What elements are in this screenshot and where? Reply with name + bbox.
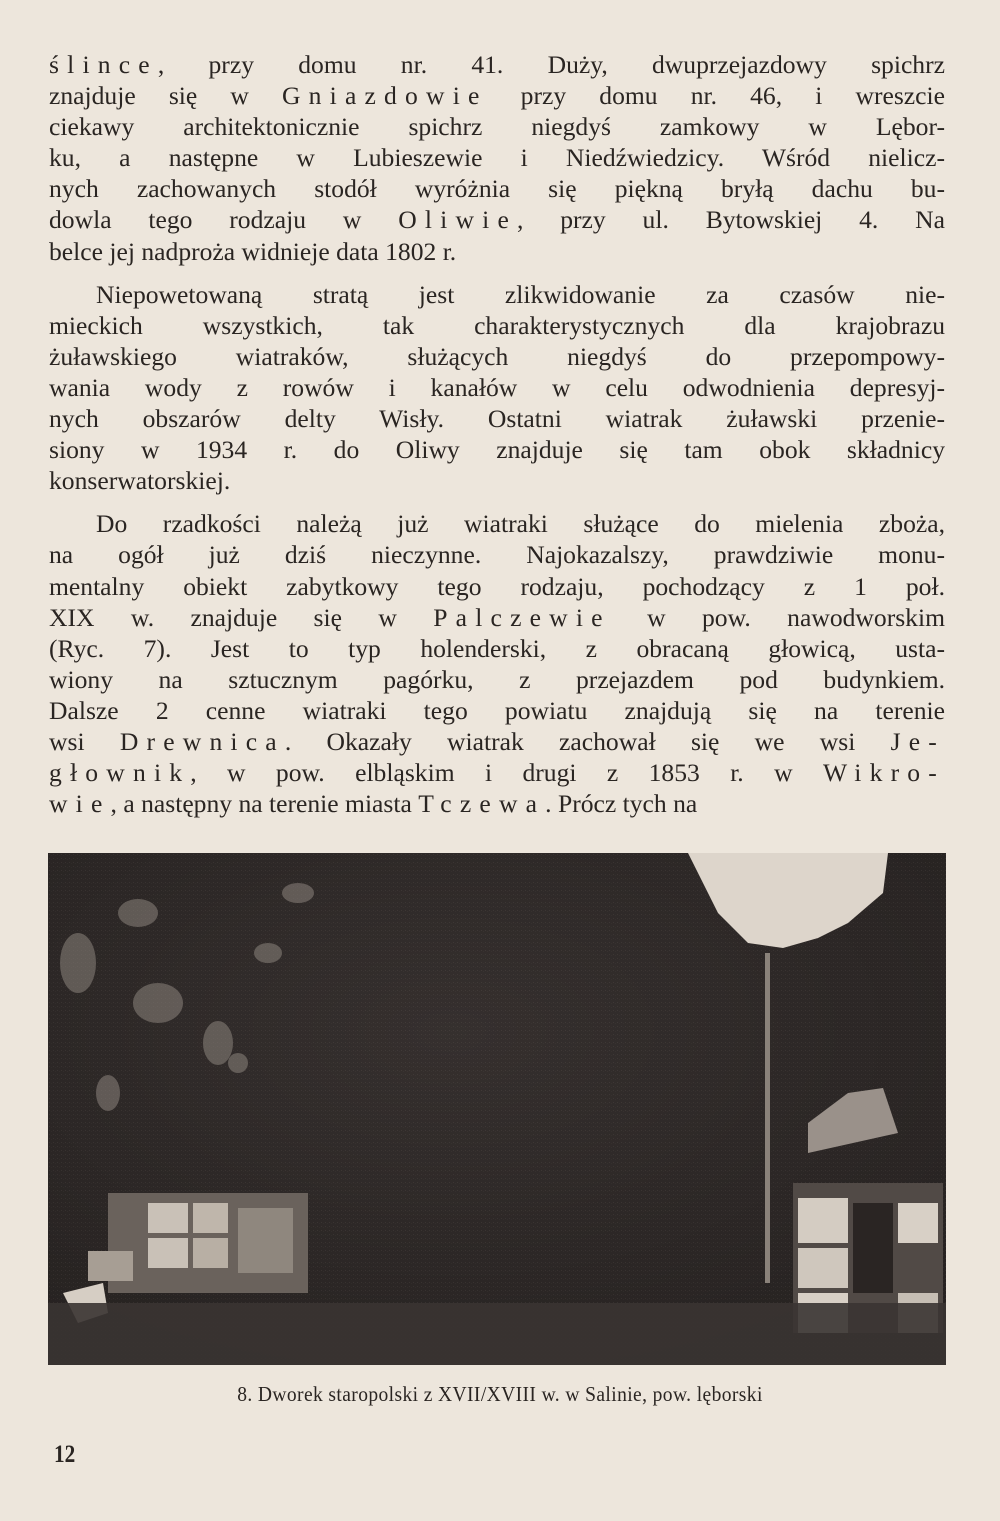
figure-photo-manor-house [48, 853, 946, 1365]
text-line [49, 173, 945, 204]
text-run: Dalsze 2 cenne wiatraki tego powiatu znajdują się na terenie [49, 695, 945, 725]
text-run: znajduje się w [49, 81, 282, 111]
text-line [49, 664, 945, 695]
spaced-place-name: Wikro- [822, 758, 945, 788]
page-number: 12 [54, 1441, 76, 1468]
text-line [49, 142, 945, 173]
text-run: mieckich wszystkich, tak charakterystycznych dla krajobrazu [49, 310, 945, 340]
text-line [49, 602, 945, 633]
text-run: , a następny na terenie miasta [110, 789, 419, 819]
text-run: , przy ul. Bytowskiej 4. Na [517, 205, 945, 235]
photo-illustration [48, 853, 946, 1365]
text-line [49, 49, 945, 80]
spaced-place-name: wie [49, 789, 111, 819]
text-line [49, 465, 945, 496]
text-line [49, 204, 945, 235]
body-text [49, 49, 945, 819]
text-run: . Prócz tych na [545, 789, 698, 819]
text-run: na ogół już dziś nieczynne. Najokazalszy, prawdziwie monu- [49, 540, 945, 570]
paragraph [49, 49, 945, 267]
text-line [49, 757, 945, 788]
paragraph-gap [49, 267, 945, 279]
spaced-place-name: głownik [49, 758, 191, 788]
text-run: konserwatorskiej. [49, 466, 231, 496]
text-run: ku, a następne w Lubieszewie i Niedźwiedzicy. Wśród nielicz- [49, 143, 945, 173]
spaced-place-name: Oliwie [398, 205, 517, 235]
text-line [49, 279, 945, 310]
text-run: żuławskiego wiatraków, służących niegdyś do przepompowy- [49, 341, 945, 371]
paragraph [49, 508, 945, 819]
text-line [49, 80, 945, 111]
text-line [49, 571, 945, 602]
text-run: Do rzadkości należą już wiatraki służące do mielenia zboża, [96, 509, 945, 539]
text-line [49, 508, 945, 539]
text-line [49, 111, 945, 142]
text-run: (Ryc. 7). Jest to typ holenderski, z obracaną głowicą, usta- [49, 633, 945, 663]
paragraph [49, 279, 945, 497]
text-line [49, 236, 945, 267]
text-line [49, 403, 945, 434]
text-run: dowla tego rodzaju w [49, 205, 399, 235]
spaced-place-name: ślince [49, 50, 158, 79]
text-run: wania wody z rowów i kanałów w celu odwodnienia depresyj- [49, 372, 945, 402]
text-run: . Okazały wiatrak zachował się we wsi [284, 726, 891, 756]
text-line [49, 695, 945, 726]
spaced-place-name: Palczewie [433, 602, 611, 632]
text-run: wsi [49, 726, 120, 756]
spaced-place-name: Je- [890, 726, 946, 756]
text-line [49, 434, 945, 465]
text-run: ciekawy architektonicznie spichrz niegdyś zamkowy w Lębor- [49, 112, 945, 142]
text-run: w pow. nawodworskim [610, 602, 945, 632]
text-run: nych zachowanych stodół wyróżnia się piękną bryłą dachu bu- [49, 174, 945, 204]
text-run: , w pow. elbląskim i drugi z 1853 r. w [190, 758, 823, 788]
spaced-place-name: Gniazdowie [281, 81, 488, 111]
text-line [49, 372, 945, 403]
text-run: nych obszarów delty Wisły. Ostatni wiatrak żuławski przenie- [49, 404, 945, 434]
text-run: wiony na sztucznym pagórku, z przejazdem pod budynkiem. [49, 664, 945, 694]
spaced-place-name: Tczewa [418, 789, 546, 819]
text-run: siony w 1934 r. do Oliwy znajduje się tam obok składnicy [49, 435, 945, 465]
lawn [48, 1303, 946, 1365]
text-run: , przy domu nr. 41. Duży, dwuprzejazdowy spichrz [157, 50, 945, 79]
figure-caption: 8. Dworek staropolski z XVII/XVIII w. w Salinie, pow. lęborski [237, 1382, 763, 1406]
pole [765, 953, 770, 1283]
text-run: XIX w. znajduje się w [49, 602, 434, 632]
text-line [49, 341, 945, 372]
text-run: belce jej nadproża widnieje data 1802 r. [49, 236, 457, 266]
text-run: przy domu nr. 46, i wreszcie [487, 81, 945, 111]
text-line [49, 310, 945, 341]
text-line [49, 539, 945, 570]
text-line [49, 726, 945, 757]
text-line [49, 788, 945, 819]
text-run: mentalny obiekt zabytkowy tego rodzaju, pochodzący z 1 poł. [49, 571, 945, 601]
text-line [49, 633, 945, 664]
paragraph-gap [49, 496, 945, 508]
spaced-place-name: Drewnica [119, 726, 285, 756]
text-run: Niepowetowaną stratą jest zlikwidowanie za czasów nie- [96, 279, 945, 309]
